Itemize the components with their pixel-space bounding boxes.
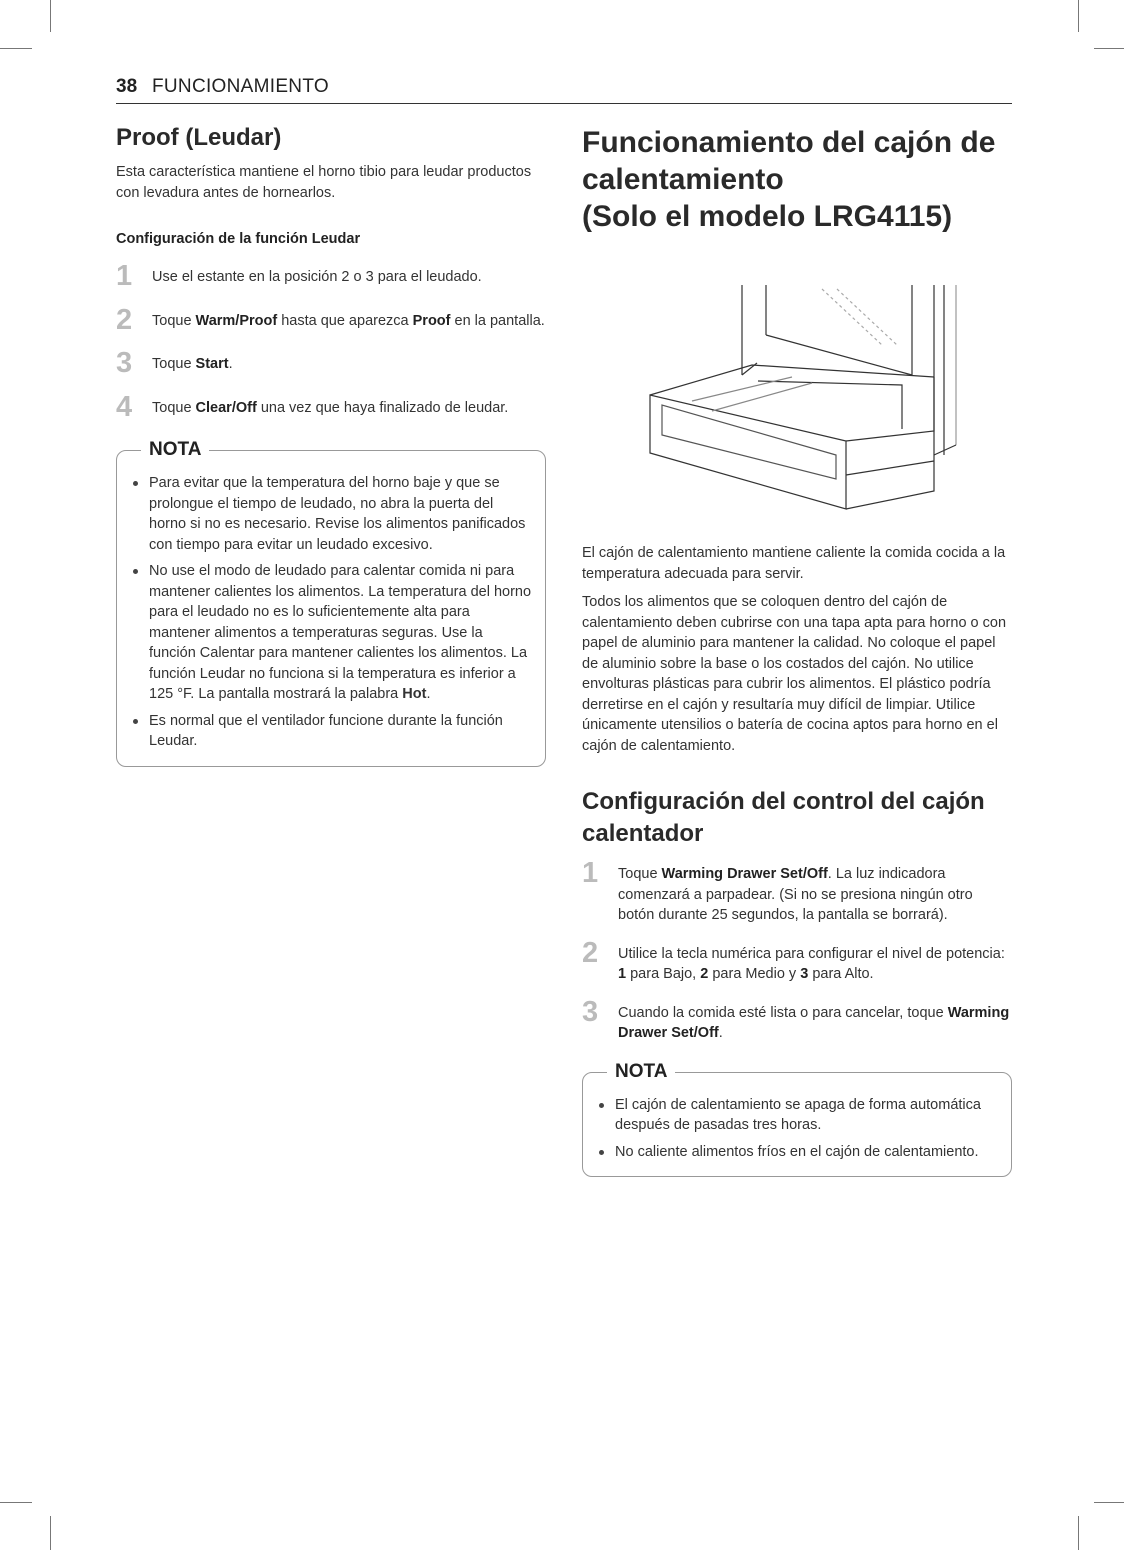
note-label: NOTA xyxy=(141,439,209,461)
step-item xyxy=(582,995,1012,1044)
crop-mark xyxy=(1094,48,1124,49)
step-number: 2 xyxy=(116,303,133,336)
step-item xyxy=(582,857,1012,926)
step-text: . La luz indicadora comenzará a parpadear. (Si no se presiona ningún otro botón durante 25 segundos, la pantalla se borrará). xyxy=(618,866,973,923)
step-number: 2 xyxy=(582,936,599,969)
drawer-title-line1: Funcionamiento del cajón de xyxy=(582,126,996,159)
section-title: FUNCIONAMIENTO xyxy=(152,76,329,97)
step-text: . xyxy=(718,1025,723,1041)
step-bold: 2 xyxy=(700,966,709,982)
step-text: Use el estante en la posición 2 o 3 para el leudado. xyxy=(152,269,482,285)
note-list xyxy=(127,473,533,752)
warming-drawer-illustration xyxy=(582,265,1012,535)
step-text: en la pantalla. xyxy=(450,312,545,329)
step-text: para Alto. xyxy=(808,966,874,982)
step-item xyxy=(116,390,546,423)
crop-mark xyxy=(50,0,51,32)
crop-mark xyxy=(0,1502,32,1503)
step-bold: Warm/Proof xyxy=(195,312,278,329)
step-text: Utilice la tecla numérica para configurar el nivel de potencia: xyxy=(618,945,1005,962)
proof-intro: Esta característica mantiene el horno tibio para leudar productos con levadura antes de hornearlos. xyxy=(116,164,532,201)
step-number: 1 xyxy=(582,857,599,889)
control-subtitle-line1: Configuración del control del cajón xyxy=(582,788,985,815)
note-item: El cajón de calentamiento se apaga de forma automática después de pasadas tres horas. xyxy=(593,1095,999,1136)
step-bold: Warming Drawer Set/Off xyxy=(661,866,828,882)
drawer-title-line3: (Solo el modelo LRG4115) xyxy=(582,200,953,233)
step-item xyxy=(116,260,546,292)
drawer-drawing xyxy=(582,265,1012,525)
step-number: 1 xyxy=(116,260,133,292)
step-number: 4 xyxy=(116,390,133,423)
step-bold: Proof xyxy=(412,312,451,329)
step-text: Toque xyxy=(152,356,196,372)
step-bold: Start xyxy=(195,356,229,372)
drawer-para2: Todos los alimentos que se coloquen dentro del cajón de calentamiento deben cubrirse con una tapa apta para horno o con papel de aluminio para mantener la calidad. No coloque el papel de aluminio sobre la base o los costados del cajón. No utilice envolturas plásticas para cubrir los alimentos. El plástico podría derretirse en el cajón y resultaría muy difícil de limpiar. Utilice únicamente utensilios o batería de cocina aptos para horno en el cajón de calentamiento. xyxy=(582,594,1007,754)
left-column xyxy=(116,124,546,767)
control-subtitle-line2: calentador xyxy=(582,820,704,847)
step-text: para Bajo, xyxy=(626,966,701,982)
note-item xyxy=(127,561,533,705)
crop-mark xyxy=(0,48,32,49)
step-text: Toque xyxy=(152,399,196,416)
header-divider xyxy=(116,103,1012,104)
step-text: Cuando la comida esté lista o para cancelar, toque xyxy=(618,1004,948,1021)
note-list xyxy=(593,1095,999,1163)
drawer-para1: El cajón de calentamiento mantiene caliente la comida cocida a la temperatura adecuada para servir. xyxy=(582,545,1006,582)
proof-steps xyxy=(116,260,546,423)
drawer-title-line2: calentamiento xyxy=(582,163,784,196)
note-box xyxy=(582,1060,1012,1178)
step-bold: Warming Drawer Set/Off xyxy=(618,1004,1010,1041)
step-text: Toque xyxy=(618,866,662,882)
note-label: NOTA xyxy=(607,1061,675,1083)
step-number: 3 xyxy=(116,347,133,379)
step-text: Toque xyxy=(152,312,196,329)
step-item xyxy=(116,347,546,379)
note-text: Es normal que el ventilador funcione durante la función Leudar. xyxy=(149,712,503,749)
note-item xyxy=(127,711,533,752)
right-column xyxy=(582,124,1012,1177)
crop-mark xyxy=(50,1516,51,1550)
crop-mark xyxy=(1094,1502,1124,1503)
drawer-steps xyxy=(582,857,1012,1044)
note-item xyxy=(127,473,533,555)
note-item: No caliente alimentos fríos en el cajón de calentamiento. xyxy=(593,1142,999,1163)
step-text: para Medio y xyxy=(708,966,801,982)
step-text: . xyxy=(228,356,233,372)
note-text: . xyxy=(426,686,431,702)
proof-title: Proof (Leudar) xyxy=(116,124,282,151)
crop-mark xyxy=(1078,0,1079,32)
page-number: 38 xyxy=(116,76,138,97)
step-bold: 1 xyxy=(618,966,627,982)
crop-mark xyxy=(1078,1516,1079,1550)
step-item xyxy=(116,303,546,336)
note-bold: Hot xyxy=(402,686,427,702)
step-number: 3 xyxy=(582,995,599,1028)
note-text: No use el modo de leudado para calentar comida ni para mantener calientes los alimentos. La temperatura del horno para el leudado no es lo suficientemente alta para mantener alimentos a temperaturas seguras. Use la función Calentar para mantener calientes los alimentos. La función Leudar no funciona si la temperatura es inferior a 125 °F. La pantalla mostrará la palabra xyxy=(149,563,532,702)
step-text: hasta que aparezca xyxy=(277,312,413,329)
step-bold: Clear/Off xyxy=(195,399,257,416)
step-item xyxy=(582,936,1012,985)
proof-subheading: Configuración de la función Leudar xyxy=(116,231,361,247)
step-text: una vez que haya finalizado de leudar. xyxy=(256,399,509,416)
step-bold: 3 xyxy=(800,966,809,982)
note-text: Para evitar que la temperatura del horno baje y que se prolongue el tiempo de leudado, no abra la puerta del horno si no es necesario. Revise los alimentos panificados con tiempo para evitar un leudado excesivo. xyxy=(149,475,526,553)
note-box xyxy=(116,439,546,767)
